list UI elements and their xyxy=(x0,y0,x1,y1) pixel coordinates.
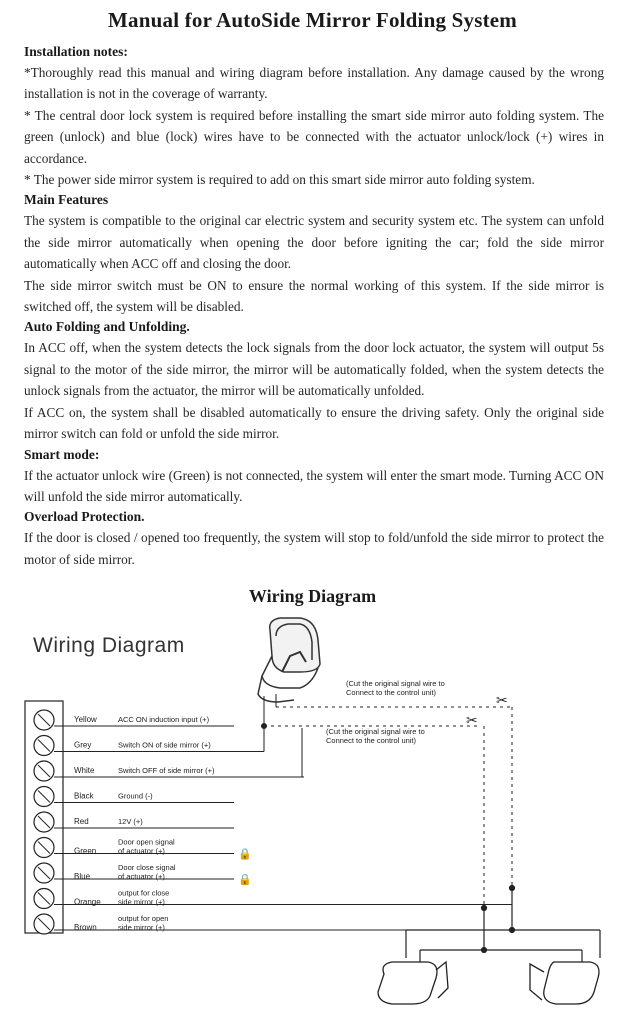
wire-color-label: Grey xyxy=(74,740,92,750)
wire-description: output for close xyxy=(118,888,170,898)
wire-color-label: Yellow xyxy=(74,715,97,724)
section-paragraph: In ACC off, when the system detects the lock signals from the door lock actuator, the system will output 5s signal to the motor of the side mirror, the mirror will be automatically folded, when the system detects the unlock signals from the actuator, the mirror will be automatically unfolded. xyxy=(24,340,604,399)
cut-symbol-top: ✂ xyxy=(496,692,508,708)
section-paragraph: * The power side mirror system is required to add on this smart side mirror auto folding system. xyxy=(24,172,535,188)
right-side-mirror-icon xyxy=(530,962,599,1004)
wiring-diagram-label: Wiring Diagram xyxy=(33,634,185,657)
note-mid: Connect to the control unit) xyxy=(326,736,417,745)
wire-description: Door close signal xyxy=(118,863,176,872)
wire-color-label: Brown xyxy=(74,923,97,932)
note-mid: (Cut the original signal wire to xyxy=(326,727,425,736)
left-side-mirror-icon xyxy=(378,962,448,1004)
lock-icon: 🔒 xyxy=(238,848,252,861)
section-paragraph: If ACC on, the system shall be disabled automatically to ensure the driving safety. Only the original side mirror switch can fold or unfold the side mirror. xyxy=(24,404,604,442)
wire-description: Ground (-) xyxy=(118,791,153,801)
switch-wire-lines xyxy=(262,694,303,762)
cut-symbol-mid: ✂ xyxy=(466,712,478,728)
mirror-switch-icon xyxy=(258,618,320,702)
wire-color-label: Blue xyxy=(74,872,91,881)
wire-description: side mirror (+) xyxy=(118,897,165,907)
wiring-diagram-heading: Wiring Diagram xyxy=(248,586,377,606)
section-paragraph: *Thoroughly read this manual and wiring diagram before installation. Any damage caused by the wrong installation is not in the coverage of warranty. xyxy=(24,65,604,102)
wire-color-label: White xyxy=(74,766,95,775)
manual-text xyxy=(24,42,604,570)
wire-description: side mirror (+) xyxy=(118,923,165,932)
document-title: Manual for AutoSide Mirror Folding System xyxy=(108,8,517,32)
wire-description: Switch ON of side mirror (+) xyxy=(118,740,211,750)
section-paragraph: * The central door lock system is required before installing the smart side mirror auto folding system. The green (unlock) and blue (lock) wires have to be connected with the actuator unlock/lock (+) wires in accordance. xyxy=(24,107,604,166)
wire-description: of actuator (+) xyxy=(118,872,165,881)
wire-color-label: Orange xyxy=(74,897,101,907)
mirror-bus xyxy=(406,886,600,963)
section-paragraph: The side mirror switch must be ON to ensure the normal working of this system. If the side mirror is switched off, the system will be disabled. xyxy=(24,277,604,315)
note-top: (Cut the original signal wire to xyxy=(346,679,445,688)
wire-color-label: Black xyxy=(74,791,94,801)
wire-color-label: Red xyxy=(74,817,89,826)
wire-color-label: Green xyxy=(74,846,97,856)
wire-description: ACC ON induction input (+) xyxy=(118,715,210,724)
section-paragraph: The system is compatible to the original car electric system and security system etc. The system can unfold the side mirror automatically when opening the door before igniting the car; fold the side mirror automatically when ACC off and closing the door. xyxy=(24,213,604,272)
wire-description: of actuator (+) xyxy=(118,846,165,856)
section-heading: Auto Folding and Unfolding. xyxy=(24,319,190,335)
section-heading: Overload Protection. xyxy=(24,509,145,525)
section-paragraph: If the actuator unlock wire (Green) is not connected, the system will enter the smart mode. Turning ACC ON will unfold the side mirror automatically. xyxy=(24,467,604,504)
section-heading: Main Features xyxy=(24,192,109,208)
wire-description: output for open xyxy=(118,914,169,923)
section-heading: Installation notes: xyxy=(24,44,128,59)
section-paragraph: If the door is closed / opened too frequently, the system will stop to fold/unfold the side mirror to protect the motor of side mirror. xyxy=(24,530,604,567)
note-top: Connect to the control unit) xyxy=(346,688,437,697)
lock-icon: 🔒 xyxy=(238,874,252,886)
section-heading: Smart mode: xyxy=(24,446,100,462)
wiring-diagram xyxy=(0,612,625,1024)
wire-description: Door open signal xyxy=(118,837,175,847)
wire-description: Switch OFF of side mirror (+) xyxy=(118,766,215,775)
wire-description: 12V (+) xyxy=(118,817,143,826)
